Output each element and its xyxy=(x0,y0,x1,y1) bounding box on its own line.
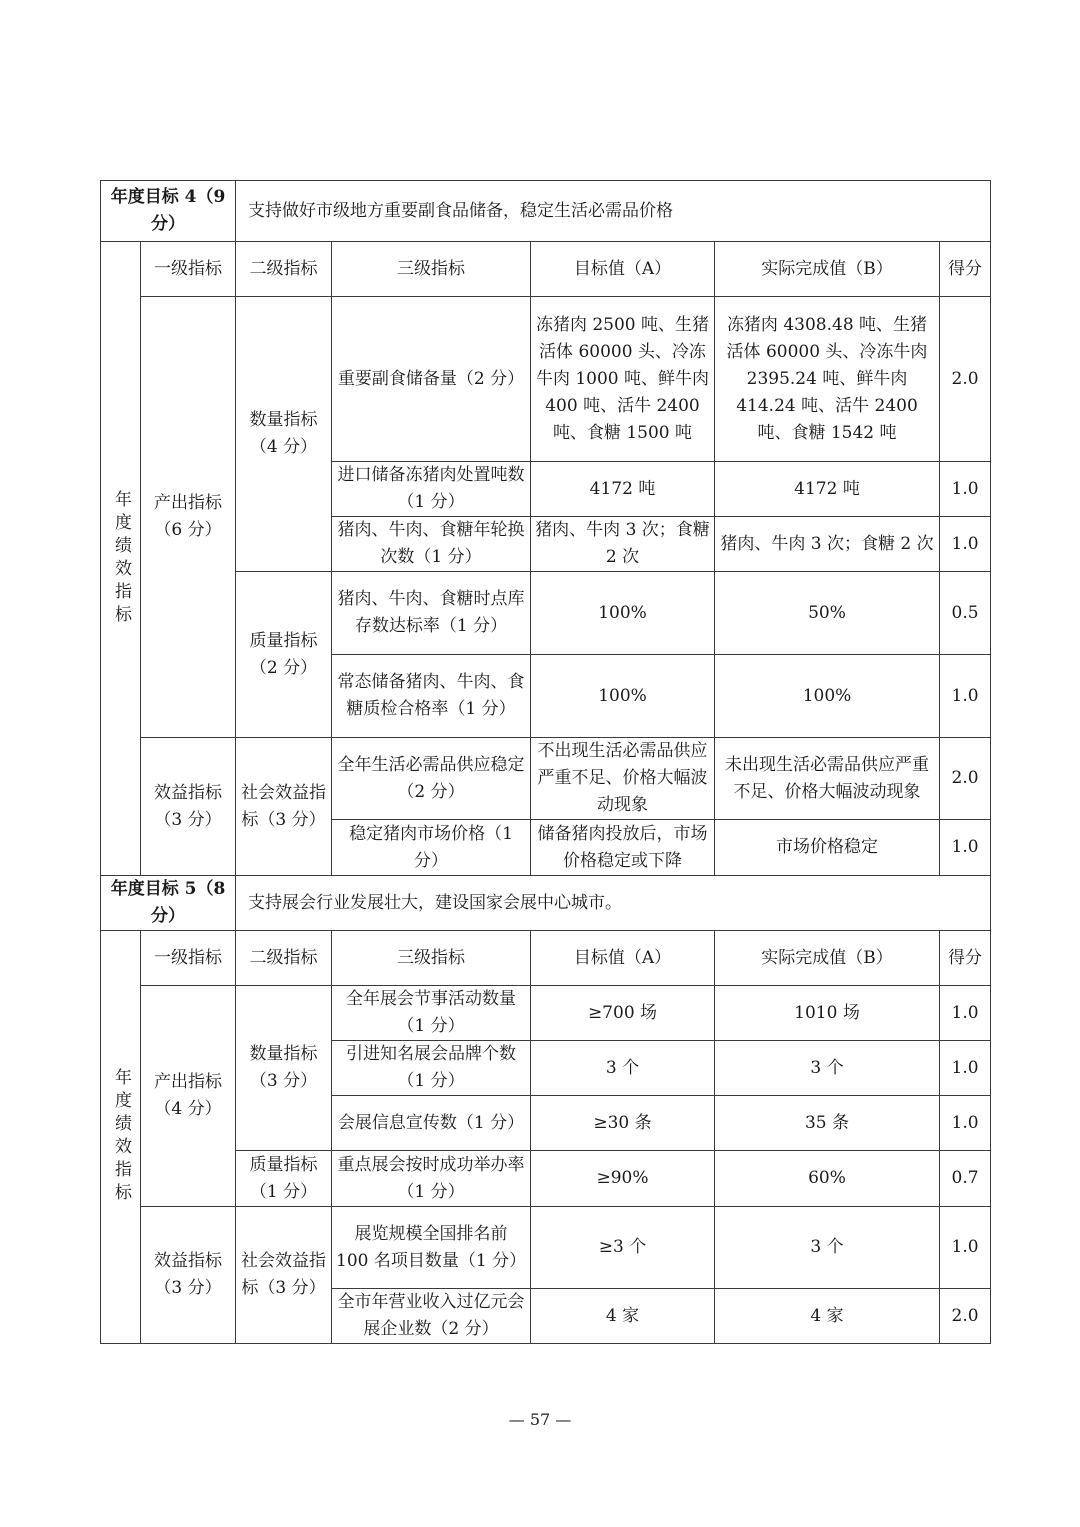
page-number: — 57 — xyxy=(508,1410,572,1429)
goal-label: 年度目标 5（8 分） xyxy=(101,876,236,931)
target-cell: ≥3 个 xyxy=(531,1207,715,1289)
actual-cell: 3 个 xyxy=(715,1041,940,1096)
target-cell: 100% xyxy=(531,655,715,738)
actual-cell: 100% xyxy=(715,655,940,738)
score-cell: 1.0 xyxy=(940,986,991,1041)
actual-cell: 4 家 xyxy=(715,1289,940,1344)
level3-cell: 常态储备猪肉、牛肉、食糖质检合格率（1 分） xyxy=(332,655,531,738)
goal5-table xyxy=(100,875,991,1344)
goal-label: 年度目标 4（9 分） xyxy=(101,181,236,242)
annual-performance-label: 年度绩效指标 xyxy=(101,931,141,1344)
header-level2: 二级指标 xyxy=(236,242,332,297)
level3-cell: 重要副食储备量（2 分） xyxy=(332,297,531,462)
target-cell: 不出现生活必需品供应严重不足、价格大幅波动现象 xyxy=(531,738,715,820)
score-cell: 1.0 xyxy=(940,820,991,876)
output-indicator: 产出指标（4 分） xyxy=(141,986,236,1207)
header-target: 目标值（A） xyxy=(531,931,715,986)
score-cell: 0.7 xyxy=(940,1151,991,1207)
actual-cell: 4172 吨 xyxy=(715,462,940,517)
quality-indicator: 质量指标（1 分） xyxy=(236,1151,332,1207)
header-level1: 一级指标 xyxy=(141,242,236,297)
actual-cell: 市场价格稳定 xyxy=(715,820,940,876)
target-cell: ≥90% xyxy=(531,1151,715,1207)
actual-cell: 50% xyxy=(715,572,940,655)
header-target: 目标值（A） xyxy=(531,242,715,297)
quantity-indicator: 数量指标（3 分） xyxy=(236,986,332,1151)
level3-cell: 稳定猪肉市场价格（1 分） xyxy=(332,820,531,876)
goal4-table xyxy=(100,180,991,876)
social-benefit-indicator: 社会效益指标（3 分） xyxy=(236,1207,332,1344)
output-indicator: 产出指标（6 分） xyxy=(141,297,236,738)
level3-cell: 会展信息宣传数（1 分） xyxy=(332,1096,531,1151)
level3-cell: 重点展会按时成功举办率（1 分） xyxy=(332,1151,531,1207)
score-cell: 1.0 xyxy=(940,655,991,738)
goal-description: 支持展会行业发展壮大，建设国家会展中心城市。 xyxy=(236,876,991,931)
benefit-indicator: 效益指标（3 分） xyxy=(141,738,236,876)
level3-cell: 引进知名展会品牌个数（1 分） xyxy=(332,1041,531,1096)
level3-cell: 展览规模全国排名前 100 名项目数量（1 分） xyxy=(332,1207,531,1289)
annual-performance-label: 年度绩效指标 xyxy=(101,242,141,876)
benefit-indicator: 效益指标（3 分） xyxy=(141,1207,236,1344)
score-cell: 2.0 xyxy=(940,738,991,820)
header-actual: 实际完成值（B） xyxy=(715,242,940,297)
actual-cell: 3 个 xyxy=(715,1207,940,1289)
score-cell: 0.5 xyxy=(940,572,991,655)
quantity-indicator: 数量指标（4 分） xyxy=(236,297,332,572)
score-cell: 2.0 xyxy=(940,297,991,462)
goal-description: 支持做好市级地方重要副食品储备，稳定生活必需品价格 xyxy=(236,181,991,242)
header-level2: 二级指标 xyxy=(236,931,332,986)
header-score: 得分 xyxy=(940,931,991,986)
score-cell: 1.0 xyxy=(940,517,991,572)
level3-cell: 猪肉、牛肉、食糖年轮换次数（1 分） xyxy=(332,517,531,572)
target-cell: 4 家 xyxy=(531,1289,715,1344)
header-level3: 三级指标 xyxy=(332,242,531,297)
score-cell: 1.0 xyxy=(940,1041,991,1096)
level3-cell: 猪肉、牛肉、食糖时点库存数达标率（1 分） xyxy=(332,572,531,655)
target-cell: ≥700 场 xyxy=(531,986,715,1041)
score-cell: 1.0 xyxy=(940,462,991,517)
header-level3: 三级指标 xyxy=(332,931,531,986)
header-actual: 实际完成值（B） xyxy=(715,931,940,986)
level3-cell: 全年生活必需品供应稳定（2 分） xyxy=(332,738,531,820)
header-level1: 一级指标 xyxy=(141,931,236,986)
actual-cell: 60% xyxy=(715,1151,940,1207)
target-cell: 100% xyxy=(531,572,715,655)
level3-cell: 进口储备冻猪肉处置吨数（1 分） xyxy=(332,462,531,517)
actual-cell: 冻猪肉 4308.48 吨、生猪活体 60000 头、冷冻牛肉 2395.24 吨、鲜牛肉 414.24 吨、活牛 2400 吨、食糖 1542 吨 xyxy=(715,297,940,462)
actual-cell: 35 条 xyxy=(715,1096,940,1151)
score-cell: 1.0 xyxy=(940,1207,991,1289)
actual-cell: 未出现生活必需品供应严重不足、价格大幅波动现象 xyxy=(715,738,940,820)
score-cell: 2.0 xyxy=(940,1289,991,1344)
target-cell: 猪肉、牛肉 3 次；食糖 2 次 xyxy=(531,517,715,572)
social-benefit-indicator: 社会效益指标（3 分） xyxy=(236,738,332,876)
actual-cell: 猪肉、牛肉 3 次；食糖 2 次 xyxy=(715,517,940,572)
target-cell: 4172 吨 xyxy=(531,462,715,517)
actual-cell: 1010 场 xyxy=(715,986,940,1041)
level3-cell: 全市年营业收入过亿元会展企业数（2 分） xyxy=(332,1289,531,1344)
level3-cell: 全年展会节事活动数量（1 分） xyxy=(332,986,531,1041)
target-cell: 3 个 xyxy=(531,1041,715,1096)
target-cell: 储备猪肉投放后，市场价格稳定或下降 xyxy=(531,820,715,876)
score-cell: 1.0 xyxy=(940,1096,991,1151)
quality-indicator: 质量指标（2 分） xyxy=(236,572,332,738)
header-score: 得分 xyxy=(940,242,991,297)
target-cell: 冻猪肉 2500 吨、生猪活体 60000 头、冷冻牛肉 1000 吨、鲜牛肉 400 吨、活牛 2400 吨、食糖 1500 吨 xyxy=(531,297,715,462)
target-cell: ≥30 条 xyxy=(531,1096,715,1151)
